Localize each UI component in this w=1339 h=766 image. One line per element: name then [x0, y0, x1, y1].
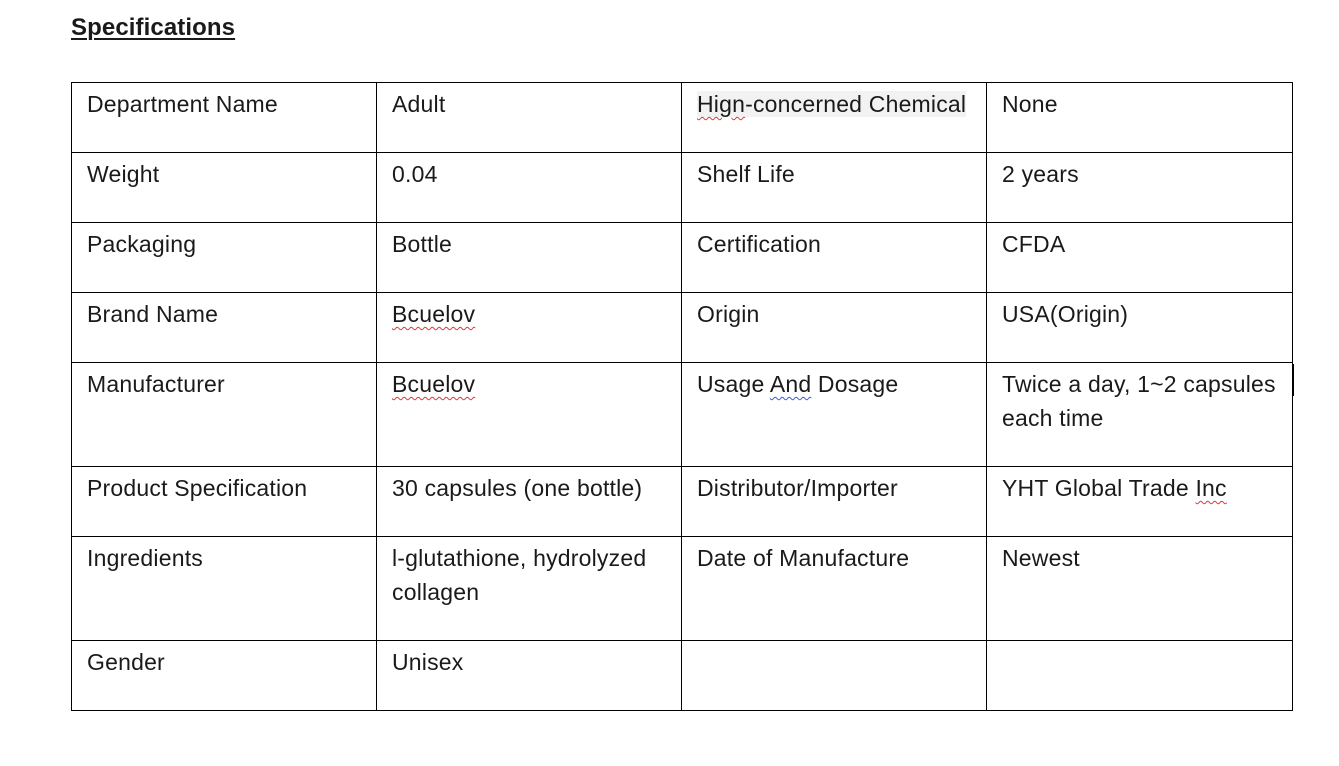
- value-cell: [987, 537, 1293, 641]
- table-row-weight: [72, 153, 1293, 223]
- chemical-value: None: [1002, 91, 1058, 117]
- grammar-flagged-word: And: [769, 371, 812, 397]
- chemical-label-rest: -concerned Chemical: [745, 91, 967, 117]
- product-spec-value: 30 capsules (one bottle): [392, 475, 643, 501]
- label-cell: [72, 467, 377, 537]
- brand-label: Brand Name: [87, 301, 219, 327]
- table-row-department: [72, 83, 1293, 153]
- shelf-life-label: Shelf Life: [697, 161, 795, 187]
- certification-value: CFDA: [1002, 231, 1066, 257]
- label-cell: [72, 363, 377, 467]
- table-row-packaging: [72, 223, 1293, 293]
- value-cell: [987, 467, 1293, 537]
- ingredients-label: Ingredients: [87, 545, 203, 571]
- label-cell: [682, 153, 987, 223]
- usage-value: Twice a day, 1~2 capsules each time: [1002, 371, 1276, 431]
- value-cell: [987, 223, 1293, 293]
- empty-cell: [682, 641, 987, 711]
- usage-label: [697, 371, 898, 397]
- label-cell: [72, 223, 377, 293]
- manufacturer-label: Manufacturer: [87, 371, 225, 397]
- table-row-product-specification: [72, 467, 1293, 537]
- department-label: Department Name: [87, 91, 278, 117]
- label-cell: [72, 153, 377, 223]
- weight-label: Weight: [87, 161, 160, 187]
- shelf-life-value: 2 years: [1002, 161, 1079, 187]
- text-cursor: [1293, 364, 1294, 396]
- empty-cell: [987, 641, 1293, 711]
- specifications-table: [71, 82, 1293, 711]
- value-cell: [377, 293, 682, 363]
- label-cell: [682, 83, 987, 153]
- value-cell: [377, 153, 682, 223]
- value-cell: [987, 363, 1293, 467]
- value-cell: [377, 537, 682, 641]
- packaging-label: Packaging: [87, 231, 197, 257]
- value-cell: [377, 641, 682, 711]
- value-cell: [987, 83, 1293, 153]
- value-cell: [377, 223, 682, 293]
- table-row-brand: [72, 293, 1293, 363]
- origin-value: USA(Origin): [1002, 301, 1129, 327]
- manufacturer-value: Bcuelov: [392, 371, 476, 397]
- label-cell: [682, 223, 987, 293]
- usage-label-part: Dosage: [811, 371, 899, 397]
- page-title: Specifications: [71, 14, 236, 41]
- label-cell: [682, 293, 987, 363]
- value-cell: [987, 153, 1293, 223]
- label-cell: [682, 537, 987, 641]
- distributor-value: [1002, 475, 1227, 501]
- gender-label: Gender: [87, 649, 165, 675]
- value-cell: [377, 467, 682, 537]
- brand-value: Bcuelov: [392, 301, 476, 327]
- distributor-label: Distributor/Importer: [697, 475, 898, 501]
- packaging-value: Bottle: [392, 231, 453, 257]
- label-cell: [72, 641, 377, 711]
- origin-label: Origin: [697, 301, 760, 327]
- label-cell: [682, 363, 987, 467]
- department-value: Adult: [392, 91, 446, 117]
- value-cell: [377, 83, 682, 153]
- table-row-gender: [72, 641, 1293, 711]
- product-spec-label: Product Specification: [87, 475, 308, 501]
- manufacture-date-value: Newest: [1002, 545, 1080, 571]
- chemical-label: [697, 91, 966, 117]
- usage-label-part: Usage: [697, 371, 770, 397]
- table-row-manufacturer: [72, 363, 1293, 467]
- table-row-ingredients: [72, 537, 1293, 641]
- manufacture-date-label: Date of Manufacture: [697, 545, 910, 571]
- spelling-flagged-word: Inc: [1195, 475, 1227, 501]
- certification-label: Certification: [697, 231, 822, 257]
- label-cell: [72, 293, 377, 363]
- label-cell: [72, 83, 377, 153]
- label-cell: [682, 467, 987, 537]
- value-cell: [987, 293, 1293, 363]
- ingredients-value: l-glutathione, hydrolyzed collagen: [392, 545, 647, 605]
- weight-value: 0.04: [392, 161, 438, 187]
- spelling-flagged-word: Hign: [697, 91, 746, 117]
- gender-value: Unisex: [392, 649, 464, 675]
- value-cell: [377, 363, 682, 467]
- label-cell: [72, 537, 377, 641]
- distributor-value-part: YHT Global Trade: [1002, 475, 1196, 501]
